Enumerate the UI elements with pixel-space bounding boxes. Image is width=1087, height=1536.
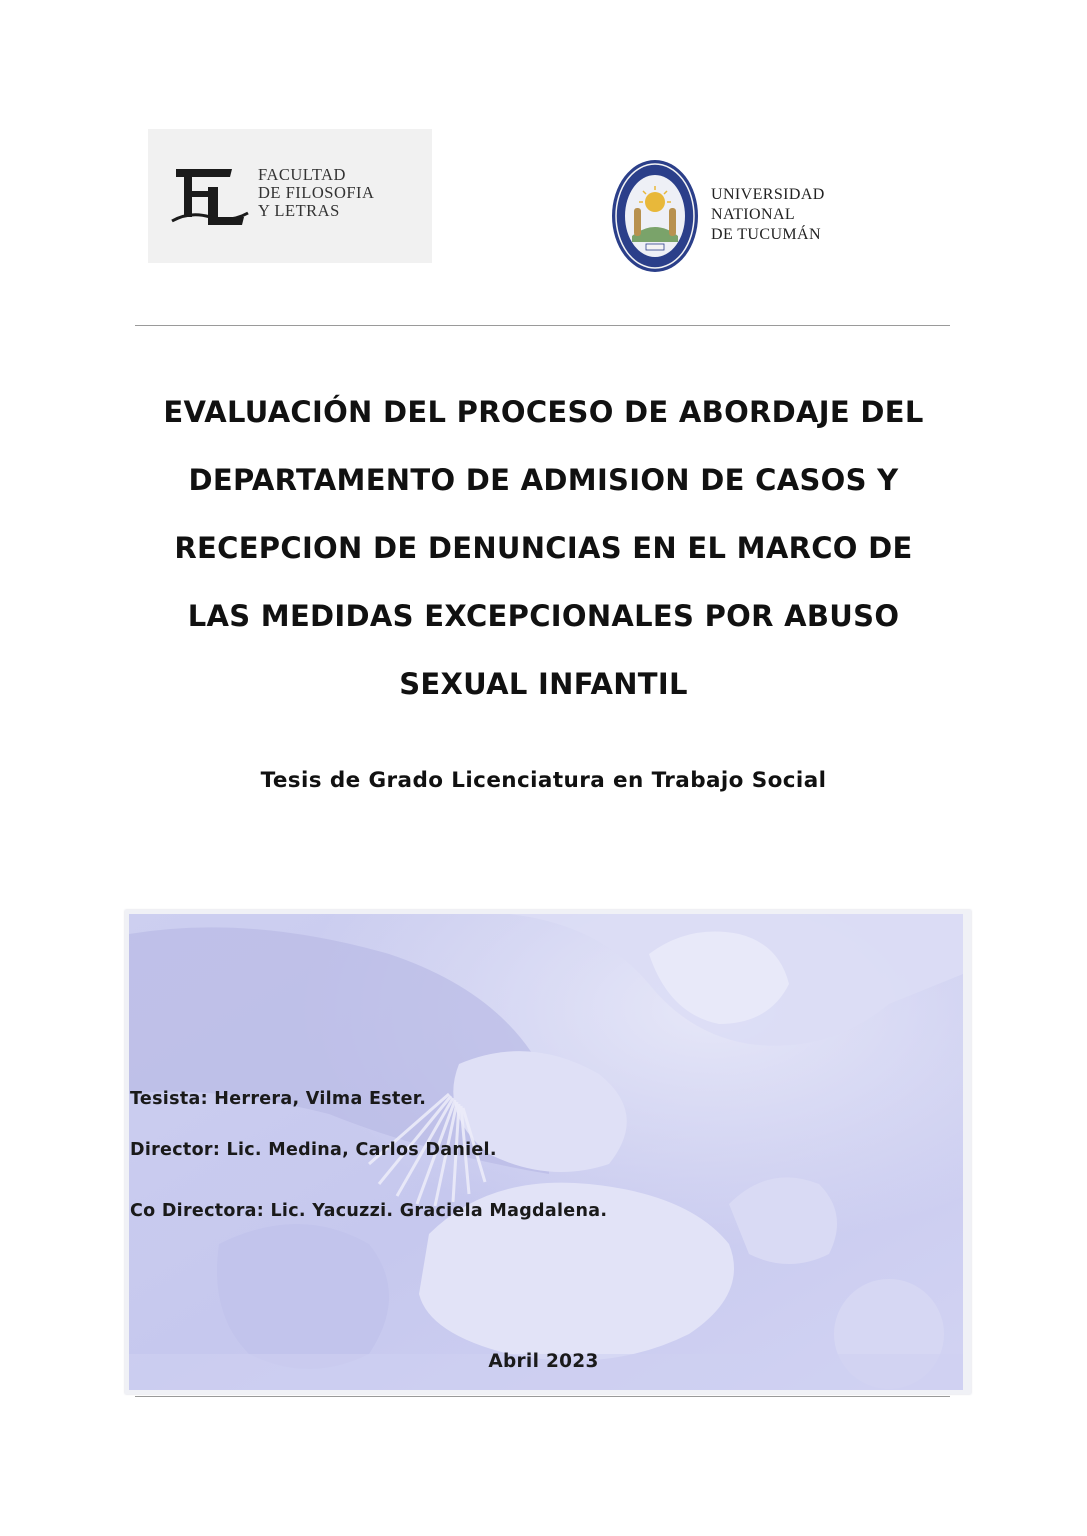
credit-director: Director: Lic. Medina, Carlos Daniel.: [130, 1140, 497, 1160]
top-divider: [135, 325, 950, 326]
credit-tesista: Tesista: Herrera, Vilma Ester.: [130, 1089, 427, 1109]
title-line-2: DEPARTAMENTO DE ADMISION DE CASOS Y: [188, 463, 899, 497]
university-name: [711, 185, 825, 245]
thesis-subtitle: Tesis de Grado Licenciatura en Trabajo Social: [260, 768, 827, 793]
university-line-2: NATIONAL: [711, 206, 796, 223]
university-line-3: DE TUCUMÁN: [711, 226, 821, 243]
bottom-divider: [135, 1396, 950, 1397]
faculty-name: [258, 166, 374, 220]
thesis-date: Abril 2023: [488, 1351, 599, 1372]
faculty-line-1: FACULTAD: [258, 165, 346, 184]
faculty-logo: [148, 129, 432, 263]
thesis-title: [120, 378, 967, 718]
faculty-line-2: DE FILOSOFIA: [258, 183, 375, 202]
unt-seal-icon: [610, 158, 700, 274]
title-line-4: LAS MEDIDAS EXCEPCIONALES POR ABUSO: [187, 599, 900, 633]
university-line-1: UNIVERSIDAD: [711, 186, 825, 203]
title-line-1: EVALUACIÓN DEL PROCESO DE ABORDAJE DEL: [163, 395, 924, 429]
title-line-3: RECEPCION DE DENUNCIAS EN EL MARCO DE: [174, 531, 913, 565]
faculty-line-3: Y LETRAS: [258, 201, 340, 220]
title-line-5: SEXUAL INFANTIL: [399, 667, 688, 701]
credit-co-directora: Co Directora: Lic. Yacuzzi. Graciela Magdalena.: [130, 1201, 608, 1221]
ffyl-monogram-icon: [170, 165, 250, 227]
